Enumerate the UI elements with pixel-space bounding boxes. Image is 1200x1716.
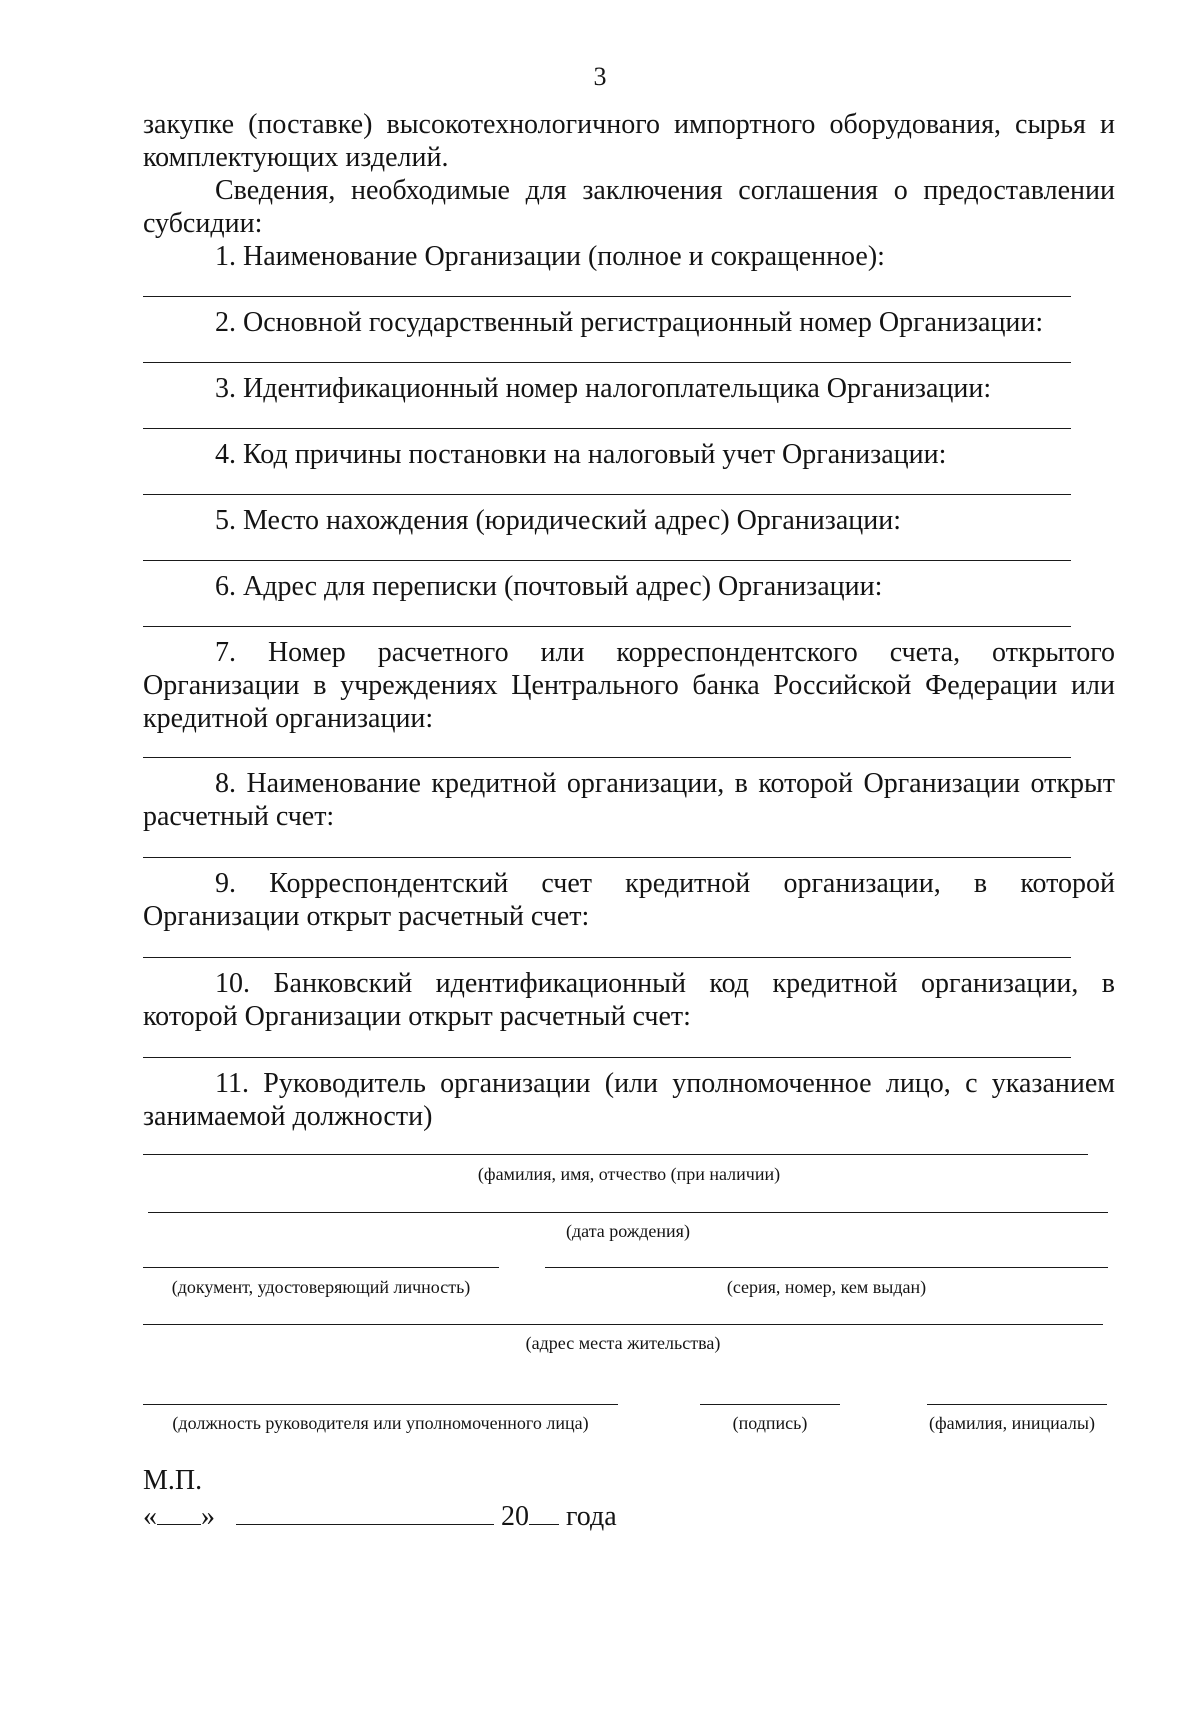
item-1-label: 1. Наименование Организации (полное и сокращенное):	[215, 241, 885, 272]
caption-address: (адрес места жительства)	[525, 1333, 721, 1353]
year-suffix: года	[559, 1501, 617, 1532]
caption-fio: (фамилия, имя, отчество (при наличии)	[477, 1164, 781, 1184]
intro-continuation: закупке (поставке) высокотехнологичного импортного оборудования, сырья и комплектующих изделий.	[143, 109, 1115, 173]
page-number: 3	[593, 62, 607, 91]
day-field[interactable]	[157, 1500, 201, 1525]
caption-initials: (фамилия, инициалы)	[929, 1413, 1095, 1433]
item-10-label: 10. Банковский идентификационный код кредитной организации, в которой Организации открыт расчетный счет:	[143, 968, 1115, 1032]
stamp-label: М.П.	[143, 1465, 203, 1496]
item-4-label: 4. Код причины постановки на налоговый учет Организации:	[215, 439, 947, 470]
item-2-label: 2. Основной государственный регистрационный номер Организации:	[215, 307, 1044, 338]
month-field[interactable]	[236, 1500, 494, 1525]
series-number-fill-line[interactable]	[545, 1267, 1108, 1268]
item-4-fill-line[interactable]	[143, 494, 1071, 495]
initials-fill-line[interactable]	[927, 1404, 1107, 1405]
signature-fill-line[interactable]	[700, 1404, 840, 1405]
position-fill-line[interactable]	[143, 1404, 618, 1405]
intro-lead: Сведения, необходимые для заключения соглашения о предоставлении субсидии:	[143, 175, 1115, 239]
item-10-fill-line[interactable]	[143, 1057, 1071, 1058]
close-quote: »	[201, 1501, 215, 1532]
item-7-fill-line[interactable]	[143, 757, 1071, 758]
item-9-label: 9. Корреспондентский счет кредитной организации, в которой Организации открыт расчетный счет:	[143, 868, 1115, 932]
item-5-label: 5. Место нахождения (юридический адрес) Организации:	[215, 505, 901, 536]
item-2-fill-line[interactable]	[143, 362, 1071, 363]
birth-date-fill-line[interactable]	[148, 1212, 1108, 1213]
item-1-fill-line[interactable]	[143, 296, 1071, 297]
caption-signature: (подпись)	[732, 1413, 808, 1433]
item-8-label: 8. Наименование кредитной организации, в которой Организации открыт расчетный счет:	[143, 768, 1115, 832]
item-6-fill-line[interactable]	[143, 626, 1071, 627]
year-prefix: 20	[501, 1501, 529, 1532]
item-9-fill-line[interactable]	[143, 957, 1071, 958]
caption-birth-date: (дата рождения)	[566, 1221, 690, 1241]
item-6-label: 6. Адрес для переписки (почтовый адрес) Организации:	[215, 571, 883, 602]
open-quote: «	[143, 1501, 157, 1532]
caption-series-number: (серия, номер, кем выдан)	[726, 1277, 927, 1297]
item-3-label: 3. Идентификационный номер налогоплательщика Организации:	[215, 373, 992, 404]
id-document-fill-line[interactable]	[143, 1267, 499, 1268]
year-field[interactable]	[529, 1500, 559, 1525]
item-11-label: 11. Руководитель организации (или уполномоченное лицо, с указанием занимаемой должности)	[143, 1068, 1115, 1132]
fio-fill-line[interactable]	[143, 1154, 1088, 1155]
address-fill-line[interactable]	[143, 1324, 1103, 1325]
caption-id-document: (документ, удостоверяющий личность)	[171, 1277, 471, 1297]
date-line	[143, 1500, 617, 1533]
caption-position: (должность руководителя или уполномоченного лица)	[172, 1413, 589, 1433]
item-7-label: 7. Номер расчетного или корреспондентского счета, открытого Организации в учреждениях Центрального банка Российской Федерации или кредитной организации:	[143, 637, 1115, 734]
item-8-fill-line[interactable]	[143, 857, 1071, 858]
item-3-fill-line[interactable]	[143, 428, 1071, 429]
item-5-fill-line[interactable]	[143, 560, 1071, 561]
